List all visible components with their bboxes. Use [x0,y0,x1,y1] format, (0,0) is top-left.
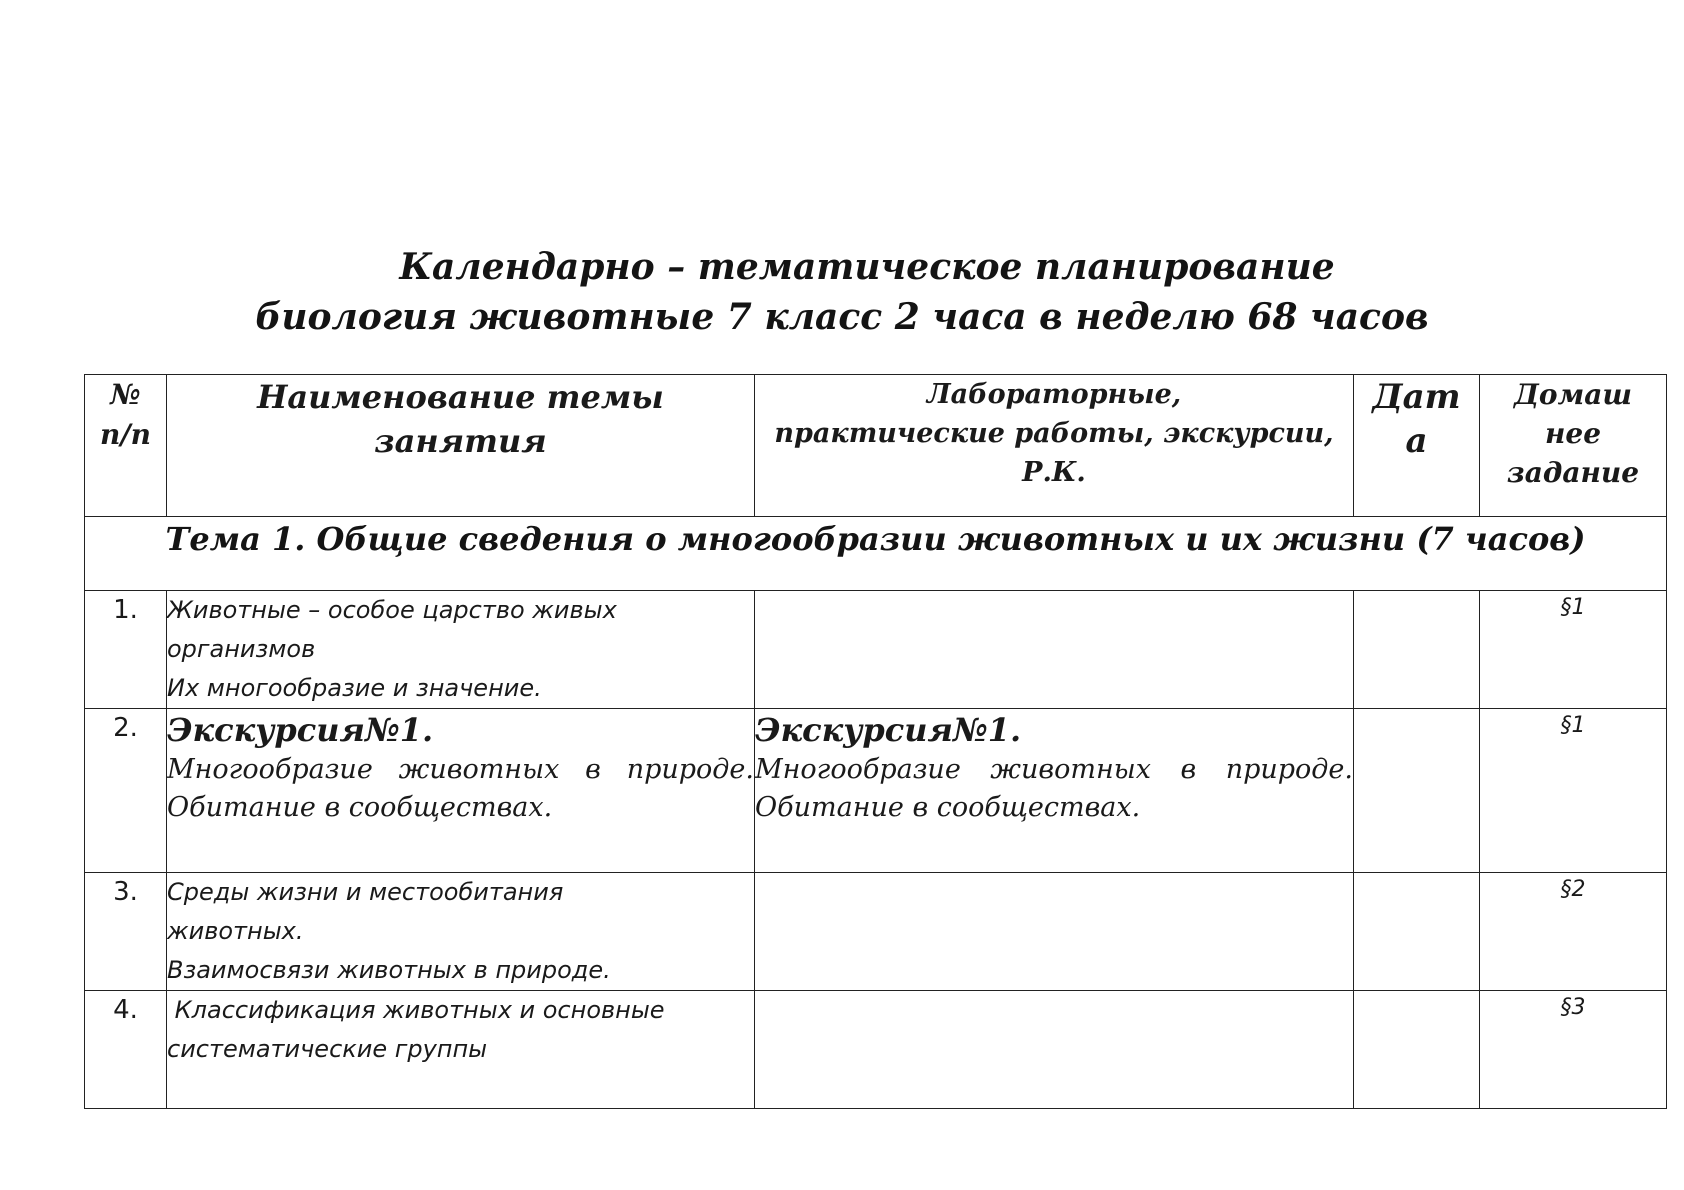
header-date [1354,375,1480,517]
header-homework-line: нее [1544,417,1602,450]
row-num: 1. [85,591,167,709]
row-topic [167,991,755,1109]
topic-line: Классификация животных и основные [167,996,665,1024]
planning-table [84,374,1667,1109]
topic-line: Их многообразие и значение. [167,674,542,702]
header-date-line: а [1405,421,1428,461]
topic-line: Взаимосвязи животных в природе. [167,956,611,984]
lab-title: Экскурсия№1. [755,711,1022,749]
excursion-title: Экскурсия№1. [167,711,434,749]
topic-line: Животные – особое царство живых [167,596,617,624]
theme-row [85,517,1667,591]
header-homework-line: задание [1506,456,1640,489]
header-lab-line: Р.К. [1022,457,1086,488]
row-lab [755,709,1354,873]
row-topic [167,709,755,873]
topic-line: Среды жизни и местообитания [167,878,564,906]
header-num-line: № [110,378,141,411]
header-lab-line: практические работы, экскурсии, [774,418,1334,449]
header-lab [755,375,1354,517]
table-row [85,991,1667,1109]
table-header-row [85,375,1667,517]
header-date-line: Дат [1372,377,1461,417]
table-row [85,709,1667,873]
theme-title: Тема 1. Общие сведения о многообразии животных и их жизни (7 часов) [85,517,1667,591]
table-row [85,591,1667,709]
topic-line: организмов [167,635,316,663]
header-homework-line: Домаш [1514,378,1632,411]
header-topic: Наименование темы занятия [167,375,755,517]
row-num: 2. [85,709,167,873]
row-lab [755,591,1354,709]
row-date [1354,709,1480,873]
row-lab [755,991,1354,1109]
lab-text: Многообразие животных в природе. Обитание в сообществах. [755,754,1353,823]
topic-line: систематические группы [167,1035,488,1063]
row-date [1354,591,1480,709]
row-homework: §1 [1480,709,1667,873]
title-line-2: биология животные 7 класс 2 часа в неделю 68 часов [255,296,1429,338]
header-num-line: п/п [100,418,151,451]
row-topic [167,591,755,709]
row-homework: §2 [1480,873,1667,991]
row-date [1354,991,1480,1109]
row-topic [167,873,755,991]
excursion-text: Многообразие животных в природе. Обитание в сообществах. [167,754,754,823]
topic-line: животных. [167,917,304,945]
document-title [0,244,1684,340]
table-row [85,873,1667,991]
title-line-1: Календарно – тематическое планирование [399,246,1335,288]
row-homework: §1 [1480,591,1667,709]
row-date [1354,873,1480,991]
header-num [85,375,167,517]
row-lab [755,873,1354,991]
row-num: 4. [85,991,167,1109]
row-homework: §3 [1480,991,1667,1109]
header-homework [1480,375,1667,517]
row-num: 3. [85,873,167,991]
header-lab-line: Лабораторные, [926,379,1182,410]
